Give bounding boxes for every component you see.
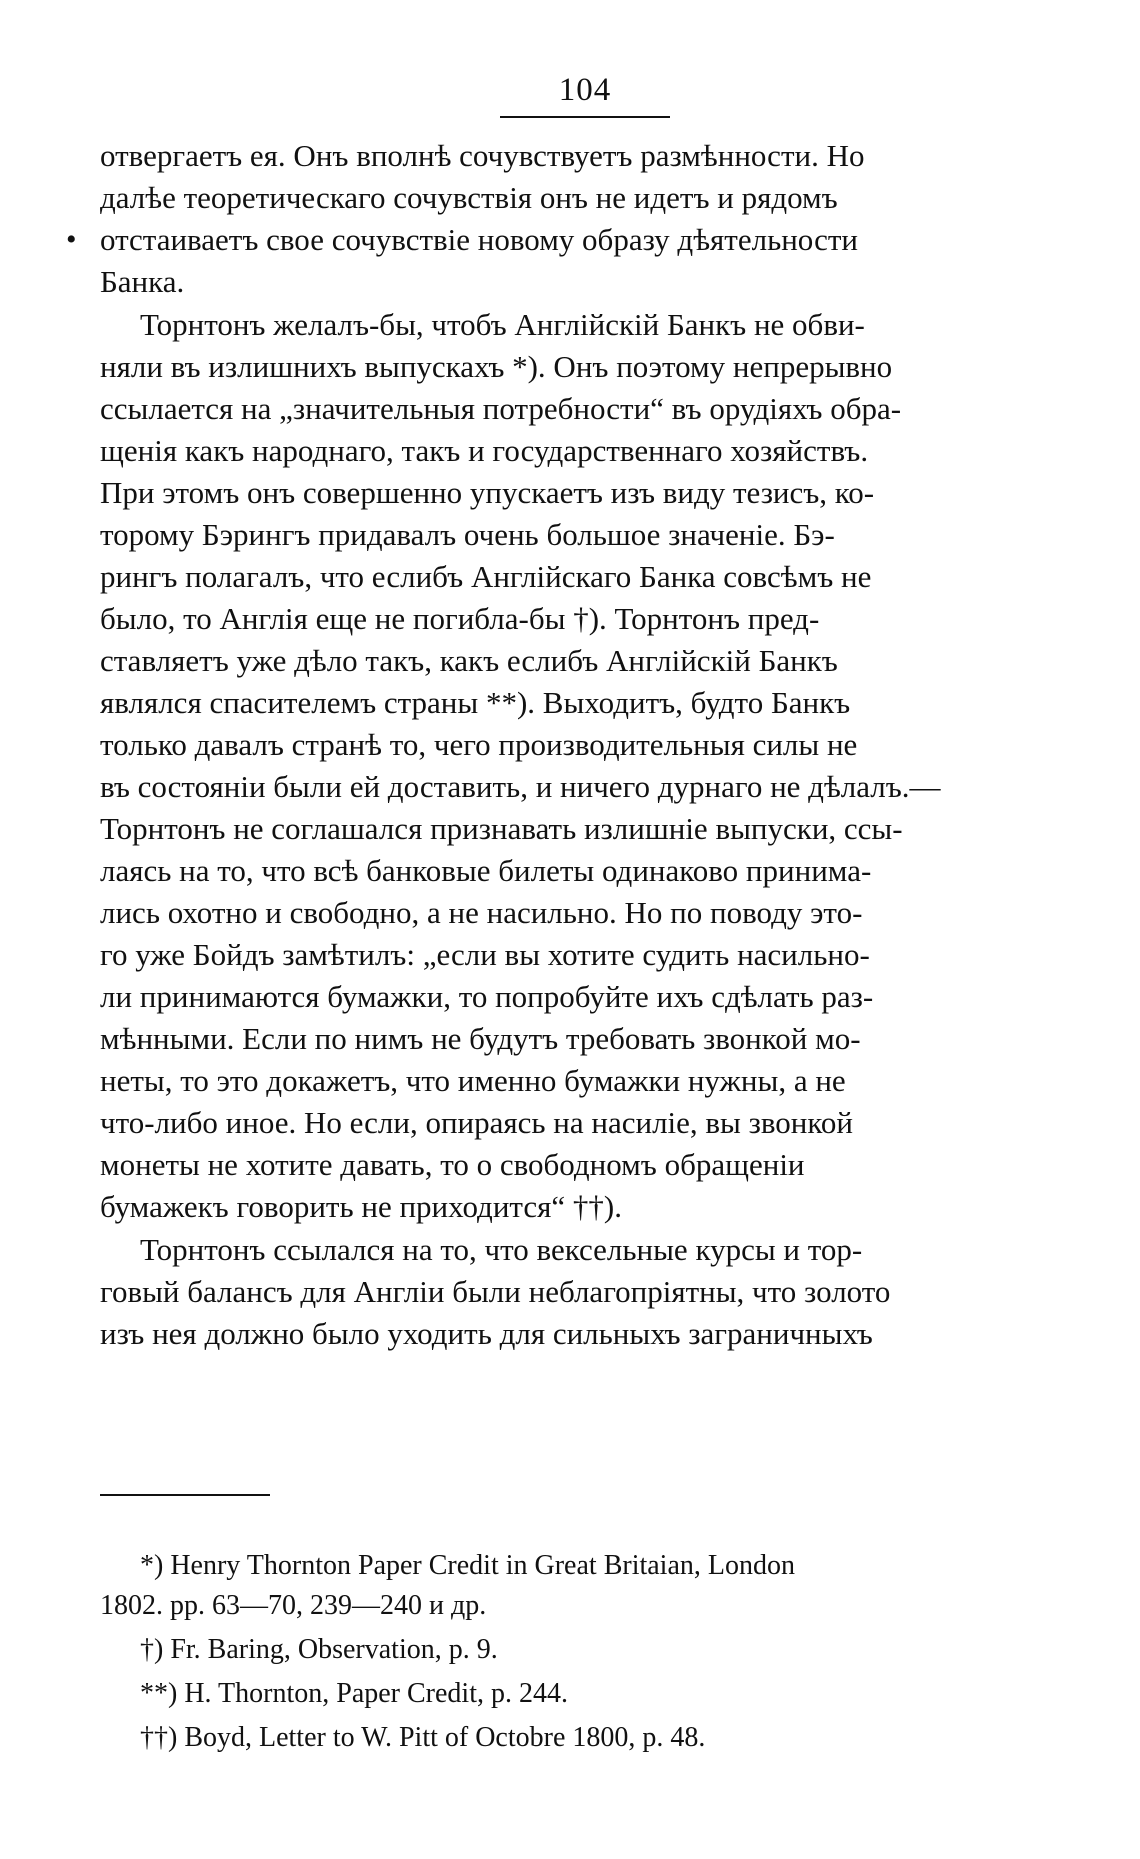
footnote-continuation: 1802. pp. 63—70, 239—240 и др. <box>100 1590 487 1621</box>
body-line: торому Бэрингъ придавалъ очень большое значеніе. Бэ- <box>100 517 835 552</box>
body-line: мѣнными. Если по нимъ не будутъ требовать звонкой мо- <box>100 1021 861 1056</box>
body-line: въ состояніи были ей доставить, и ничего дурнаго не дѣлалъ.— <box>100 769 941 804</box>
body-line: няли въ излишнихъ выпускахъ *). Онъ поэтому непрерывно <box>100 349 893 384</box>
body-line: рингъ полагалъ, что еслибъ Англійскаго Банка совсѣмъ не <box>100 559 872 594</box>
page-number: 104 <box>558 72 612 108</box>
body-line: говый балансъ для Англіи были неблагопріятны, что золото <box>100 1274 891 1309</box>
body-line: При этомъ онъ совершенно упускаетъ изъ виду тезисъ, ко- <box>100 475 875 510</box>
body-line: что-либо иное. Но если, опираясь на насиліе, вы звонкой <box>100 1105 853 1140</box>
body-line: го уже Бойдъ замѣтилъ: „если вы хотите судить насильно- <box>100 937 870 972</box>
body-line: далѣе теоретическаго сочувствія онъ не идетъ и рядомъ <box>100 180 838 215</box>
body-line: ставляетъ уже дѣло такъ, какъ еслибъ Англійскій Банкъ <box>100 643 838 678</box>
body-line: Банка. <box>100 264 185 299</box>
body-line: лаясь на то, что всѣ банковые билеты одинаково принима- <box>100 853 872 888</box>
body-line: Торнтонъ желалъ-бы, чтобъ Англійскій Банкъ не обви- <box>140 307 865 342</box>
body-line: только давалъ странѣ то, чего производительныя силы не <box>100 727 858 762</box>
footnote-separator <box>100 1494 270 1496</box>
body-line: отстаиваетъ свое сочувствіе новому образу дѣятельности <box>100 222 858 257</box>
body-line: лись охотно и свободно, а не насильно. Но по поводу это- <box>100 895 863 930</box>
body-line: ли принимаются бумажки, то попробуйте ихъ сдѣлать раз- <box>100 979 874 1014</box>
body-line: ссылается на „значительныя потребности“ въ орудіяхъ обра- <box>100 391 902 426</box>
footnote: *) Henry Thornton Paper Credit in Great Britaian, London <box>140 1550 795 1581</box>
body-line: бумажекъ говорить не приходится“ ††). <box>100 1189 622 1224</box>
footnote: **) H. Thornton, Paper Credit, p. 244. <box>140 1678 568 1709</box>
body-line: Торнтонъ не соглашался признавать излишніе выпуски, ссы- <box>100 811 903 846</box>
body-line: изъ нея должно было уходить для сильныхъ заграничныхъ <box>100 1316 873 1351</box>
body-line: являлся спасителемъ страны **). Выходитъ, будто Банкъ <box>100 685 851 720</box>
body-line: отвергаетъ ея. Онъ вполнѣ сочувствуетъ размѣнности. Но <box>100 138 865 173</box>
body-line: Торнтонъ ссылался на то, что вексельные курсы и тор- <box>140 1232 863 1267</box>
body-line: монеты не хотите давать, то о свободномъ обращеніи <box>100 1147 805 1182</box>
body-line: щенія какъ народнаго, такъ и государственнаго хозяйствъ. <box>100 433 869 468</box>
margin-mark: • <box>66 223 77 256</box>
footnote: †) Fr. Baring, Observation, p. 9. <box>140 1634 498 1665</box>
footnote: ††) Boyd, Letter to W. Pitt of Octobre 1800, p. 48. <box>140 1722 706 1753</box>
page-number-rule <box>500 116 670 118</box>
body-line: было, то Англія еще не погибла-бы †). Торнтонъ пред- <box>100 601 820 636</box>
body-line: неты, то это докажетъ, что именно бумажки нужны, а не <box>100 1063 846 1098</box>
